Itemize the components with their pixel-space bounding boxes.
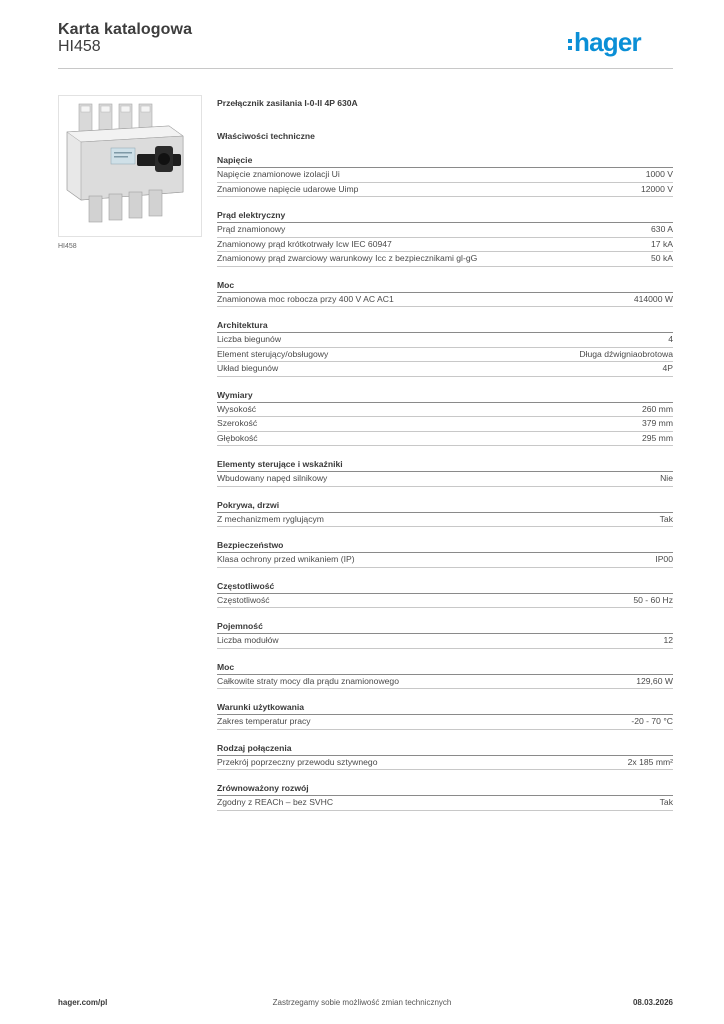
group-title: Prąd elektryczny (217, 209, 673, 223)
spec-row (217, 348, 673, 363)
spec-label: Wysokość (217, 403, 257, 414)
spec-label: Zakres temperatur pracy (217, 716, 311, 726)
spec-label: Wbudowany napęd silnikowy (217, 473, 328, 483)
group-title: Zrównoważony rozwój (217, 782, 673, 796)
group-title: Warunki użytkowania (217, 701, 673, 715)
group-title: Częstotliwość (217, 580, 673, 594)
spec-value: 12000 V (640, 183, 673, 194)
spec-label: Układ biegunów (217, 363, 279, 373)
spec-row (217, 756, 673, 771)
group-title: Moc (217, 661, 673, 675)
spec-value: Nie (660, 473, 673, 483)
group-title: Wymiary (217, 389, 673, 403)
spec-label: Znamionowa moc robocza przy 400 V AC AC1 (217, 293, 394, 304)
spec-label: Klasa ochrony przed wnikaniem (IP) (217, 554, 355, 564)
spec-value: Tak (659, 797, 673, 807)
spec-value: 50 kA (651, 253, 673, 263)
spec-row (217, 594, 673, 609)
spec-groups (217, 154, 673, 811)
group-title: Rodzaj połączenia (217, 742, 673, 756)
footer-url[interactable]: hager.com/pl (58, 998, 108, 1007)
spec-value: 2x 185 mm² (627, 756, 673, 767)
spec-value: 4 (668, 334, 673, 344)
spec-row (217, 553, 673, 568)
spec-label: Głębokość (217, 432, 258, 443)
spec-value: IP00 (655, 554, 673, 564)
spec-label: Znamionowe napięcie udarowe Uimp (217, 183, 359, 194)
spec-row (217, 417, 673, 432)
product-image (58, 95, 202, 237)
spec-value: 4P (662, 363, 673, 373)
spec-label: Całkowite straty mocy dla prądu znamionowego (217, 675, 399, 686)
header-title: Karta katalogowa (58, 21, 193, 38)
spec-row (217, 168, 673, 183)
spec-value: 12 (663, 635, 673, 645)
spec-label: Liczba biegunów (217, 334, 282, 344)
spec-value: 50 - 60 Hz (633, 594, 673, 605)
spec-label: Znamionowy prąd krótkotrwały Icw IEC 60947 (217, 238, 392, 249)
spec-row (217, 634, 673, 649)
group-title: Bezpieczeństwo (217, 539, 673, 553)
spec-value: 1000 V (645, 169, 673, 179)
spec-row (217, 252, 673, 267)
footer-note: Zastrzegamy sobie możliwość zmian technicznych (272, 998, 452, 1007)
spec-label: Znamionowy prąd zwarciowy warunkowy Icc z bezpiecznikami gl-gG (217, 253, 478, 263)
header-divider (58, 68, 673, 69)
spec-row (217, 715, 673, 730)
spec-row (217, 238, 673, 253)
spec-row (217, 513, 673, 528)
spec-label: Prąd znamionowy (217, 224, 286, 234)
spec-label: Przekrój poprzeczny przewodu sztywnego (217, 756, 378, 767)
footer-date: 08.03.2026 (632, 998, 673, 1007)
spec-value: 260 mm (641, 403, 673, 414)
spec-value: 379 mm (641, 418, 673, 428)
spec-value: 414000 W (633, 293, 673, 304)
spec-value: -20 - 70 °C (631, 716, 673, 726)
spec-label: Częstotliwość (217, 594, 270, 605)
product-code: HI458 (58, 38, 101, 55)
spec-row (217, 432, 673, 447)
spec-value: 295 mm (641, 432, 673, 443)
group-title: Elementy sterujące i wskaźniki (217, 458, 673, 472)
spec-value: 129,60 W (636, 675, 673, 686)
spec-label: Napięcie znamionowe izolacji Ui (217, 169, 340, 179)
logo-text: hager (574, 27, 641, 57)
switch-disconnector-image (59, 96, 201, 236)
spec-label: Zgodny z REACh – bez SVHC (217, 797, 334, 807)
group-title: Napięcie (217, 154, 673, 168)
spec-row (217, 183, 673, 198)
logo-dots-icon (568, 39, 572, 50)
spec-label: Liczba modułów (217, 635, 279, 645)
spec-content (217, 97, 673, 811)
spec-label: Szerokość (217, 418, 258, 428)
spec-row (217, 223, 673, 238)
spec-row (217, 675, 673, 690)
spec-value: Tak (659, 513, 673, 524)
spec-value: Długa dźwigniaobrotowa (579, 348, 673, 359)
hager-logo (568, 28, 674, 56)
group-title: Architektura (217, 319, 673, 333)
group-title: Moc (217, 279, 673, 293)
section-heading: Właściwości techniczne (217, 131, 315, 141)
spec-label: Element sterujący/obsługowy (217, 348, 329, 359)
group-title: Pokrywa, drzwi (217, 499, 673, 513)
spec-label: Z mechanizmem ryglującym (217, 513, 324, 524)
spec-row (217, 293, 673, 308)
spec-row (217, 333, 673, 348)
image-caption: HI458 (58, 243, 77, 250)
spec-row (217, 796, 673, 811)
spec-row (217, 403, 673, 418)
group-title: Pojemność (217, 620, 673, 634)
spec-value: 17 kA (651, 238, 673, 249)
spec-row (217, 472, 673, 487)
product-name: Przełącznik zasilania I-0-II 4P 630A (217, 98, 358, 108)
spec-row (217, 362, 673, 377)
spec-value: 630 A (651, 224, 673, 234)
